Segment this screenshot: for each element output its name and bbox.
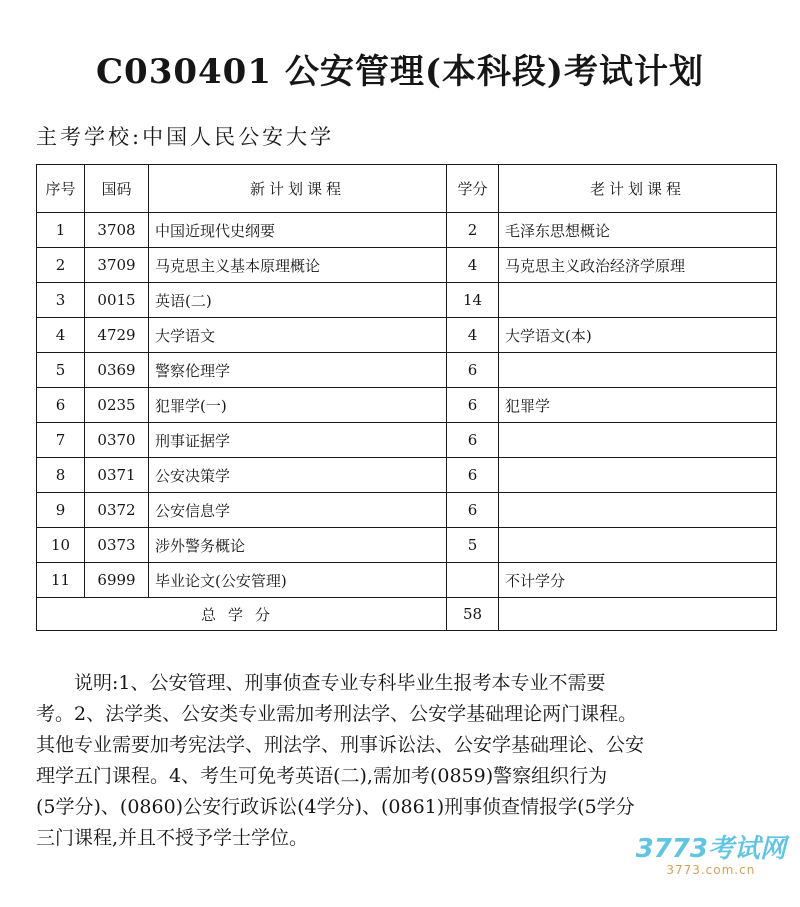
cell-credit: 6 — [447, 353, 499, 388]
total-empty-cell — [499, 598, 777, 631]
cell-new-course: 犯罪学(一) — [149, 388, 447, 423]
total-label: 总学分 — [37, 598, 447, 631]
note-line: 理学五门课程。4、考生可免考英语(二),需加考(0859)警察组织行为 — [36, 765, 608, 787]
cell-code: 4729 — [85, 318, 149, 353]
table-row — [37, 563, 777, 598]
table-row — [37, 283, 777, 318]
cell-new-course: 大学语文 — [149, 318, 447, 353]
header-credit: 学分 — [447, 165, 499, 213]
cell-new-course: 毕业论文(公安管理) — [149, 563, 447, 598]
site-watermark — [636, 828, 786, 877]
cell-new-course: 刑事证据学 — [149, 423, 447, 458]
host-school: 主考学校:中国人民公安大学 — [36, 125, 335, 149]
cell-old-course: 犯罪学 — [499, 388, 777, 423]
table-row — [37, 248, 777, 283]
table-row — [37, 213, 777, 248]
table-row — [37, 423, 777, 458]
cell-code: 0015 — [85, 283, 149, 318]
header-code: 国码 — [85, 165, 149, 213]
table-row — [37, 528, 777, 563]
cell-credit: 6 — [447, 388, 499, 423]
cell-old-course: 不计学分 — [499, 563, 777, 598]
cell-seq: 2 — [37, 248, 85, 283]
cell-old-course: 马克思主义政治经济学原理 — [499, 248, 777, 283]
cell-credit: 5 — [447, 528, 499, 563]
cell-seq: 1 — [37, 213, 85, 248]
watermark-logo: 3773考试网 — [635, 834, 786, 864]
cell-credit: 14 — [447, 283, 499, 318]
cell-code: 0370 — [85, 423, 149, 458]
cell-code: 3708 — [85, 213, 149, 248]
cell-old-course: 大学语文(本) — [499, 318, 777, 353]
cell-credit: 6 — [447, 458, 499, 493]
cell-seq: 11 — [37, 563, 85, 598]
cell-old-course — [499, 423, 777, 458]
total-row — [37, 598, 777, 631]
header-seq: 序号 — [37, 165, 85, 213]
table-row — [37, 318, 777, 353]
cell-credit: 4 — [447, 248, 499, 283]
cell-credit: 6 — [447, 493, 499, 528]
cell-seq: 4 — [37, 318, 85, 353]
cell-old-course — [499, 283, 777, 318]
cell-new-course: 公安决策学 — [149, 458, 447, 493]
cell-seq: 3 — [37, 283, 85, 318]
cell-old-course: 毛泽东思想概论 — [499, 213, 777, 248]
cell-seq: 9 — [37, 493, 85, 528]
cell-credit: 4 — [447, 318, 499, 353]
cell-new-course: 涉外警务概论 — [149, 528, 447, 563]
cell-code: 0371 — [85, 458, 149, 493]
cell-old-course — [499, 458, 777, 493]
cell-new-course: 英语(二) — [149, 283, 447, 318]
watermark-url: 3773.com.cn — [666, 863, 756, 877]
cell-new-course: 公安信息学 — [149, 493, 447, 528]
table-row — [37, 458, 777, 493]
header-new-course: 新计划课程 — [149, 165, 447, 213]
cell-new-course: 马克思主义基本原理概论 — [149, 248, 447, 283]
cell-code: 0373 — [85, 528, 149, 563]
exam-plan-table — [36, 164, 777, 631]
cell-old-course — [499, 528, 777, 563]
cell-new-course: 警察伦理学 — [149, 353, 447, 388]
note-line: 说明:1、公安管理、刑事侦查专业专科毕业生报考本专业不需要 — [74, 672, 606, 694]
notes-block — [36, 668, 800, 854]
note-line: 其他专业需要加考宪法学、刑法学、刑事诉讼法、公安学基础理论、公安 — [36, 734, 645, 756]
total-value: 58 — [447, 598, 499, 631]
cell-old-course — [499, 493, 777, 528]
table-row — [37, 493, 777, 528]
cell-old-course — [499, 353, 777, 388]
table-header-row — [37, 165, 777, 213]
cell-credit: 2 — [447, 213, 499, 248]
table-row — [37, 353, 777, 388]
cell-seq: 6 — [37, 388, 85, 423]
note-line: (5学分)、(0860)公安行政诉讼(4学分)、(0861)刑事侦查情报学(5学分 — [36, 796, 635, 818]
note-line: 考。2、法学类、公安类专业需加考刑法学、公安学基础理论两门课程。 — [36, 703, 638, 725]
cell-credit — [447, 563, 499, 598]
cell-seq: 8 — [37, 458, 85, 493]
cell-seq: 7 — [37, 423, 85, 458]
cell-new-course: 中国近现代史纲要 — [149, 213, 447, 248]
cell-seq: 10 — [37, 528, 85, 563]
cell-code: 3709 — [85, 248, 149, 283]
header-old-course: 老计划课程 — [499, 165, 777, 213]
cell-code: 0235 — [85, 388, 149, 423]
page-title: C030401 公安管理(本科段)考试计划 — [95, 52, 704, 92]
table-row — [37, 388, 777, 423]
cell-seq: 5 — [37, 353, 85, 388]
cell-code: 6999 — [85, 563, 149, 598]
cell-credit: 6 — [447, 423, 499, 458]
cell-code: 0372 — [85, 493, 149, 528]
note-line: 三门课程,并且不授予学士学位。 — [36, 827, 309, 849]
cell-code: 0369 — [85, 353, 149, 388]
